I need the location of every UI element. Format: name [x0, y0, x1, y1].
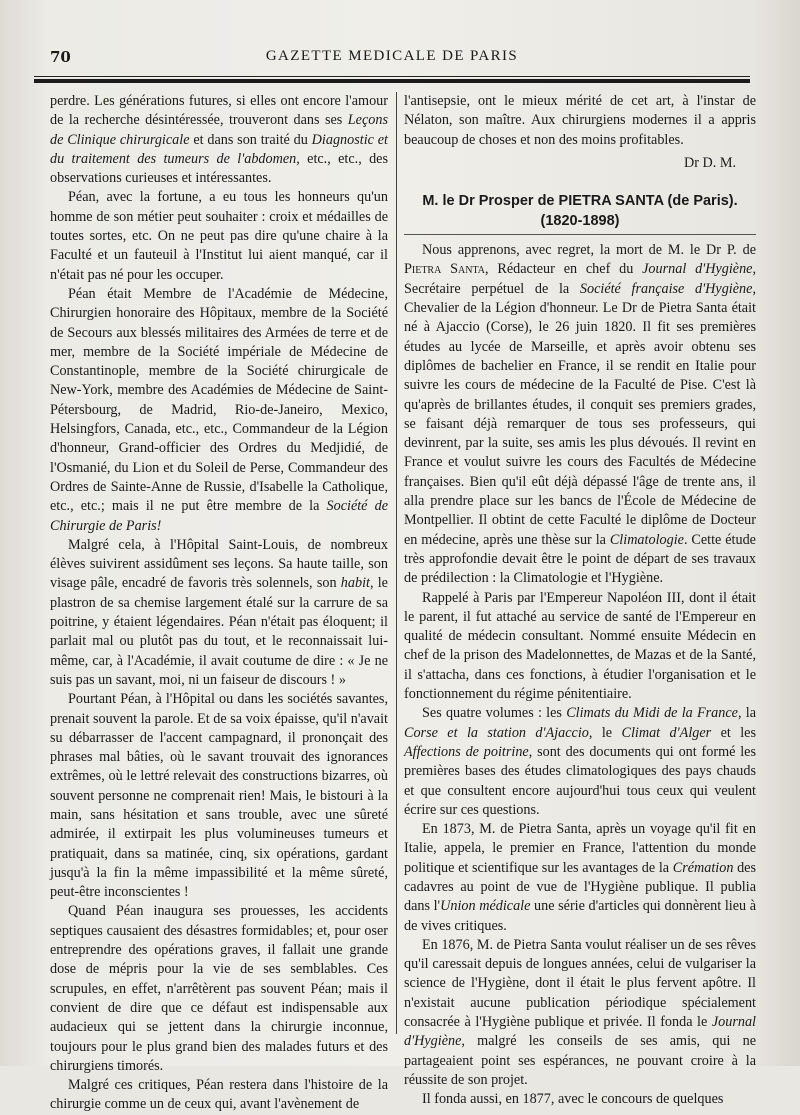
title-rule	[404, 234, 756, 235]
paragraph: perdre. Les générations futures, si elles ont encore l'amour de la recherche désintéressée, trouveront dans ses Leçons de Clinique chirurgicale et dans son traité du Diagnostic et du traitement des tumeurs de l'abdomen, etc., etc., des observations curieuses et intéressantes.	[50, 93, 389, 187]
paragraph: Ses quatre volumes : les Climats du Midi de la France, la Corse et la station d'Ajaccio, le Climat d'Alger et les Affections de poitrine, sont des documents qui ont formé les premières bases des études climatologiques des pays chauds et que consultent encore aujourd'hui tous ceux qui veulent écrire sur ces questions.	[404, 705, 757, 818]
paragraph: En 1876, M. de Pietra Santa voulut réaliser un de ses rêves qu'il caressait depuis de longues années, celui de vulgariser la science de l'Hygiène, dont il était le plus fervent apôtre. Il n'existait aucune publication périodique spécialement consacrée à l'Hygiène publique et privée. Il fonda le Journal d'Hygiène, malgré les conseils de ses amis, qui ne partageaient point ses espérances, ne pouvant croire à la réussite de son projet.	[404, 936, 756, 1088]
paragraph: Rappelé à Paris par l'Empereur Napoléon III, dont il était le parent, il fut attaché au service de santé de l'Empereur en qualité de médecin consultant. Nommé ensuite Médecin en chef de la prison des Madelonnettes, de Mazas et de la Santé, il s'attacha, dans ces fonctions, à étudier l'organisation et le fonctionnement du régime pénitentiaire.	[404, 589, 756, 703]
page-number: 70	[50, 48, 71, 66]
paragraph: Quand Péan inaugura ses prouesses, les accidents septiques causaient des désastres formidables; et, pour oser entreprendre des opérations graves, il fallait une grande dose de mépris pour la vie de ses semblables. Ces scrupules, en effet, n'arrêtèrent pas souvent Péan; mais il convient de dire que ce défaut est indispensable aux audacieux qui se jettent dans la chirurgie inconnue, toujours pour le plus grand bien des malades futurs et des chirurgiens timorés.	[50, 903, 388, 1074]
column-divider	[396, 92, 397, 1034]
paragraph: Péan était Membre de l'Académie de Médecine, Chirurgien honoraire des Hôpitaux, membre de la Société de Secours aux blessés militaires des Armées de terre et de mer, membre de la Société impériale de Médecine de Constantinople, membre de la Société chirurgicale de New-York, membre des Académies de Médecine de Saint-Pétersbourg, de Madrid, Rio-de-Janeiro, Mexico, Helsingfors, Canada, etc., etc., Commandeur de la Légion d'honneur, Grand-officier des Ordres du Medjidié, de l'Osmanié, du Lion et du Soleil de Perse, Commandeur des Ordres de Sainte-Anne de Russie, d'Isabelle la Catholique, etc., etc.; mais il ne put être membre de la Société de Chirurgie de Paris!	[50, 285, 388, 534]
running-title: GAZETTE MEDICALE DE PARIS	[265, 48, 519, 64]
left-column	[50, 92, 388, 1115]
paragraph: Pourtant Péan, à l'Hôpital ou dans les sociétés savantes, prenait souvent la parole. Et de sa voix épaisse, qu'il n'avait su débarrasser de l'accent campagnard, il prononçait des phrases mal bâties, où le savant trouvait des ignorances extrêmes, où le lettré relevait des constructions bizarres, où souvent personne ne comprenait rien! Mais, le bistouri à la main, sans hésitation et sans trouble, avec une sûreté admirée, il extirpait les plus volumineuses tumeurs et pratiquait, dans sa matinée, cinq, six opérations, gardant jusqu'à la fin la même impassibilité et la même sûreté, peut-être inconscientes !	[50, 691, 388, 901]
signature: Dr D. M.	[683, 154, 736, 171]
header-rule-thick	[34, 79, 750, 83]
article-title: M. le Dr Prosper de PIETRA SANTA (de Paris). (1820-1898)	[422, 193, 738, 230]
paragraph: Il fonda aussi, en 1877, avec le concours de quelques	[422, 1091, 724, 1108]
paragraph: l'antisepsie, ont le mieux mérité de cet art, à l'instar de Nélaton, son maître. Aux chirurgiens modernes il a appris beaucoup de choses et non des moins profitables.	[404, 93, 756, 148]
paragraph: Malgré cela, à l'Hôpital Saint-Louis, de nombreux élèves suivirent assidûment ses leçons. Sa haute taille, son visage pâle, encadré de favoris très solennels, son habit, le plastron de sa chemise largement étalé sur la carrure de sa poitrine, y étaient légendaires. Péan n'était pas éloquent; il parlait mal ou plutôt pas du tout, et le reconnaissait lui-même, car, à l'Académie, il avait coutume de dire : « Je ne suis pas un savant, moi, ni un faiseur de discours ! »	[50, 536, 388, 688]
paragraph: En 1873, M. de Pietra Santa, après un voyage qu'il fit en Italie, appela, le premier en France, l'attention du monde politique et scientifique sur les avantages de la Crémation des cadavres au point de vue de l'Hygiène publique. Il publia dans l'Union médicale une série d'articles qui donnèrent lieu à de vives critiques.	[404, 821, 756, 934]
header-rule-thin	[34, 76, 750, 77]
paragraph: Malgré ces critiques, Péan restera dans l'histoire de la chirurgie comme un de ceux qui, avant l'avènement de	[50, 1077, 388, 1113]
page-header	[34, 42, 750, 72]
paragraph: Nous apprenons, avec regret, la mort de M. le Dr P. de Pietra Santa, Rédacteur en chef du Journal d'Hygiène, Secrétaire perpétuel de la Société française d'Hygiène, Chevalier de la Légion d'honneur. Le Dr de Pietra Santa était né à Ajaccio (Corse), le 26 juin 1820. Il fit ses premières études au lycée de Marseille, et après avoir obtenu ses diplômes de bachelier en France, il se rendit en Italie pour suivre les cours de médecine de la Faculté de Pise. C'est là qu'après de brillantes études, il conquit ses premiers grades, se faisant déjà remarquer de tous ses professeurs, qui devinrent, par la suite, ses amis les plus dévoués. Il revint en France et voulut suivre les cours des Facultés de Médecine françaises. Bien qu'il eût déjà dépassé l'âge de trente ans, il alla prendre place sur les bancs de l'École de Médecine de Montpellier. Il obtint de cette Faculté le diplôme de Docteur en médecine, après une thèse sur la Climatologie. Cette étude très approfondie devait être le point de départ de ses travaux de prédilection : la Climatologie et l'Hygiène.	[404, 242, 757, 587]
right-column	[404, 92, 756, 1110]
paragraph: Péan, avec la fortune, a eu tous les honneurs qu'un homme de son métier peut souhaiter : croix et médailles de toutes sortes, etc. On ne peut pas dire qu'une chaire à la Faculté et un fauteuil à l'Institut lui aient manqué, car il n'était pas né pour les occuper.	[50, 189, 388, 283]
